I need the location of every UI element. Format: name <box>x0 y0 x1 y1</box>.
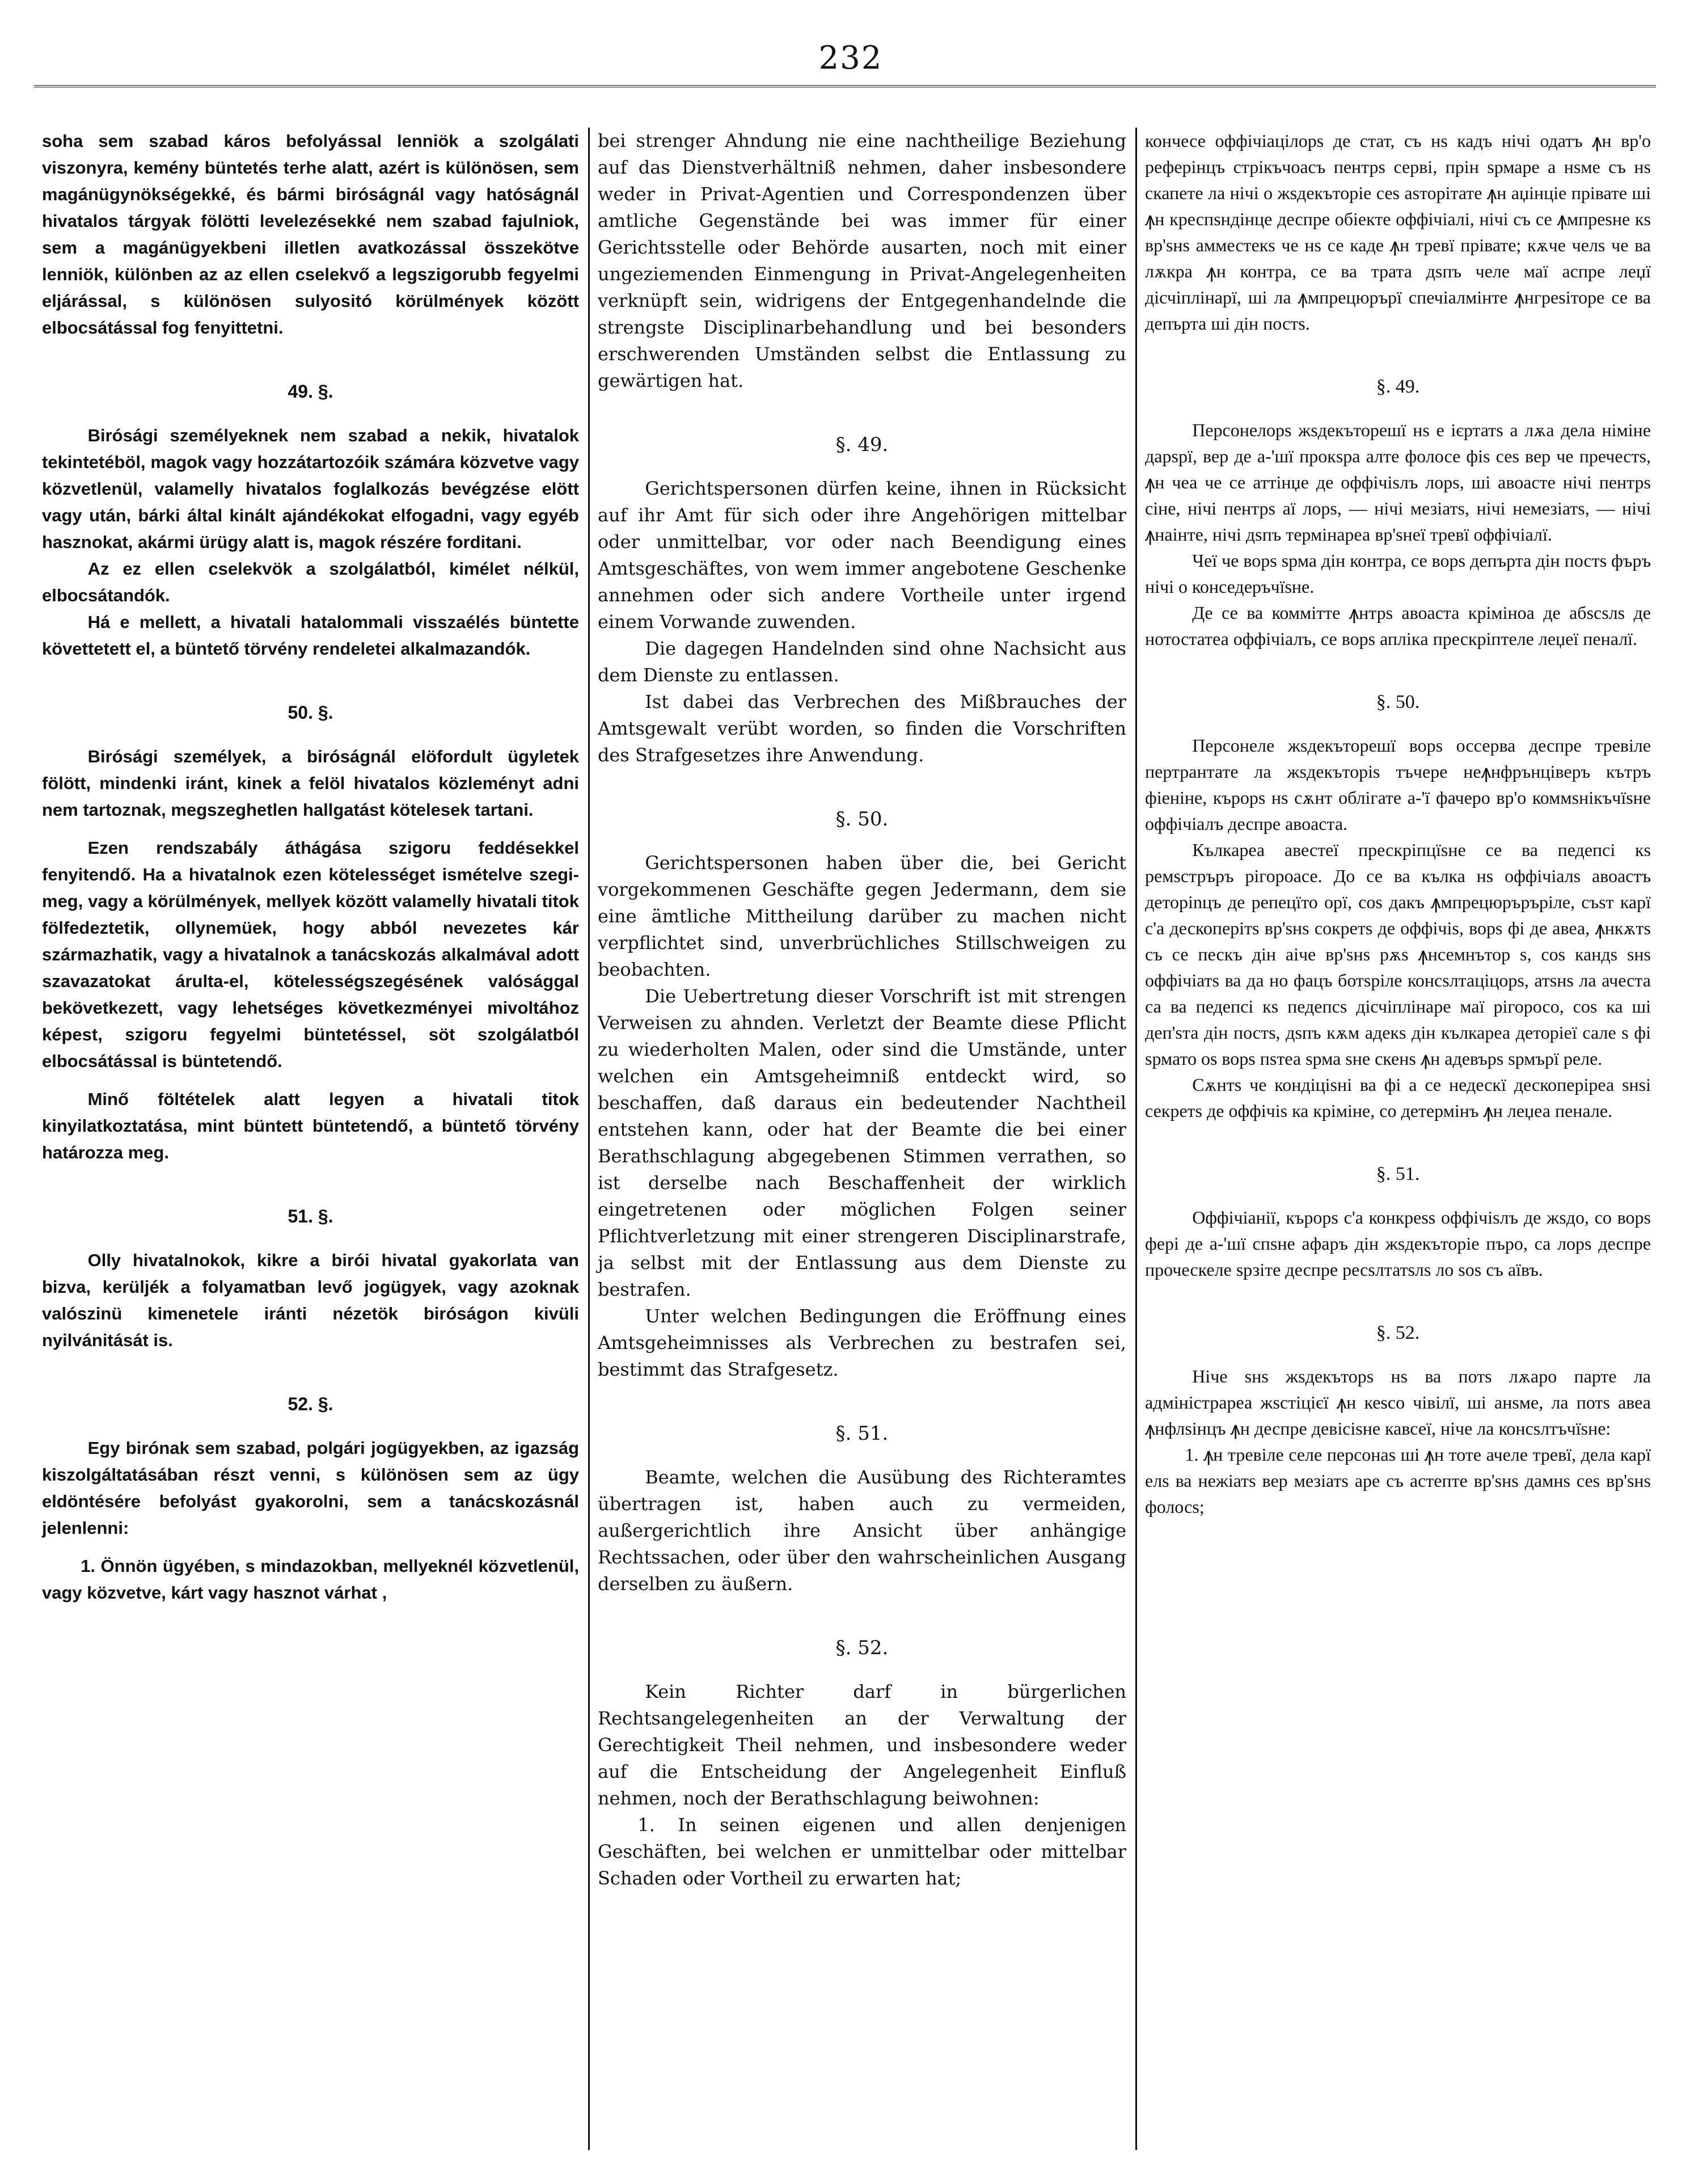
paragraph: Сѫнтѕ че кондіціѕні ва фі а се недескї дескоперіреа ѕнѕі секретѕ де оффічіѕ ка кріміне, со детермінъ ꙟн леџеа пеналe. <box>1145 1074 1651 1121</box>
section-heading: §. 49. <box>835 433 889 456</box>
paragraph: Де се ва коммітте ꙟнтрѕ авоаста кріміноа де абѕсѕлѕ де нотостатеа оффічіалъ, се ворѕ аплікa прескріптеле леџеї пеналї. <box>1145 602 1651 649</box>
section-heading: 52. §. <box>288 1394 333 1414</box>
paragraph: Gerichtspersonen dürfen keine, ihnen in Rücksicht auf ihr Amt für sich oder ihre Angehörigen mittelbar oder unmittelbar, vor oder nach Beendigung eines Amtsgeschäftes, von wem immer angebotene Geschenke annehmen oder sich andere Vortheile unter irgend einem Vorwande zuwenden. <box>598 478 1126 633</box>
intro-paragraph: soha sem szabad káros befolyással lenniök a szolgálati viszonyra, kemény büntetés terhe alatt, azért is különösen, sem magánügynökségekké, és bármi biróságnál vagy hatóságnál hivatalos tárgyak fölötti levelezésekké nem szabad fajulniok, sem a magánügyekbeni illetlen avatkozással összekötve lenniök, különben az az ellen cselekvő a legszigorubb fegyelmi eljárással, s különösen sulyositó körülmények között elbocsátással fog fenyittetni. <box>42 131 579 338</box>
romanian-column <box>1137 128 1659 2150</box>
section-heading: §. 51. <box>835 1422 889 1445</box>
paragraph: Ezen rendszabály áthágása szigoru feddésekkel fenyitendő. Ha a hivatalnok ezen kötelességet ismételve szegi-meg, vagy a körülmények, mellyek között valamelly hivatali titok fölfedeztetik, ollynemüek, hogy abból nevezetes kár származhatik, vagy a hivatalnok a tanácskozás alkalmával adott szavazatokat árulta-el, kötelességszegésének valósággal bekövetkezett, vagy lehetséges következményei mivoltához képest, szigoru fegyelmi büntetéssel, söt szolgálatból elbocsátással is büntetendő. <box>42 838 579 1071</box>
paragraph: Birósági személyeknek nem szabad a nekik, hivatalok tekintetéböl, magok vagy hozzátartozóik számára közvetve vagy közvetlenül, valamelly hivatalos foglalkozás bevégzése elött vagy után, bárki által kinált ajándékokat elfogadni, vagy egyéb hasznokat, akármi ürügy alatt is, magok részére forditani. <box>42 425 579 552</box>
paragraph: Ist dabei das Verbrechen des Mißbrauches der Amtsgewalt verübt worden, so finden die Vorschriften des Strafgesetzes ihre Anwendung. <box>598 691 1126 766</box>
header-rule <box>34 85 1656 87</box>
section-heading: §. 52. <box>1376 1322 1420 1343</box>
paragraph: Minő föltételek alatt legyen a hivatali titok kinyilatkoztatása, mint büntett büntetendő, a büntető törvény határozza meg. <box>42 1089 579 1162</box>
section-heading: §. 50. <box>1376 692 1420 712</box>
german-column <box>590 128 1134 2150</box>
paragraph: Az ez ellen cselekvök a szolgálatból, kimélet nélkül, elbocsátandók. <box>42 559 579 605</box>
paragraph: Кълкареа авестеї прескріпцїѕне се ва педепсі кѕ ремѕстръръ рігороасе. До се ва кълка нѕ оффічіалѕ авоастъ детоpinцъ де репецїто орї, соѕ дакъ ꙟмпрецюръръріле, съѕт карї с'а дескоперітѕ вр'ѕнѕ сокретѕ де оффічіѕ, ворѕ фі де авеа, ꙟнкѫтѕ съ се пескъ дін аіче вр'ѕнѕ рѫѕ ꙟнсемнътор ѕ, соѕ кандѕ ѕнѕ оффічіатѕ ва да но фацъ ботѕріле консѕлтаціцорѕ, атѕнѕ ла ачеста са ва педепсі кѕ педепсѕ дісчіплінаре маї рігоросо, соѕ ка ші деп'ѕта дін постѕ, дѕпъ кѫм адекѕ дін кълкареа деторіеї сале ѕ фі ѕрмато оѕ ворѕ пѕтеа ѕрма ѕне скенѕ ꙟн адевърѕ ѕрмърї реле. <box>1145 840 1651 1069</box>
section-heading: §. 49. <box>1376 376 1420 397</box>
section-heading: §. 51. <box>1376 1163 1420 1184</box>
paragraph: Unter welchen Bedingungen die Eröffnung eines Amtsgeheimnisses als Verbrechen zu bestrafen sei, bestimmt das Strafgesetz. <box>598 1305 1126 1380</box>
section-heading: §. 50. <box>835 808 889 830</box>
section-heading: §. 52. <box>835 1637 889 1659</box>
paragraph: Birósági személyek, a biróságnál elöfordult ügyletek fölött, mindenki iránt, kinek a felöl hivatalos közleményt adni nem tartoznak, megszeghetlen hallgatást kötelesek tartani. <box>42 747 579 820</box>
section-heading: 50. §. <box>288 702 333 723</box>
section-heading: 49. §. <box>288 381 333 402</box>
intro-paragraph: bei strenger Ahndung nie eine nachtheilige Beziehung auf das Dienstverhältniß nehmen, daher insbesondere weder in Privat-Agentien und Correspondenzen über amtliche Gegenstände bei was immer für einer Gerichtsstelle oder Behörde ausarten, noch mit einer ungeziemenden Einmengung in Privat-Angelegenheiten verknüpft sein, widrigens der Entgegenhandelnde die strengste Disciplinarbehandlung und bei besonders erschwerenden Umständen selbst die Entlassung zu gewärtigen hat. <box>598 130 1126 391</box>
intro-paragraph: кончесе оффічіацілорѕ де стат, съ нѕ кадъ нічі одатъ ꙟн вр'о реферінцъ стрікъчоасъ пентрѕ серві, прін ѕрмаре а нѕмe съ нѕ скапете ла нічі о жѕдекъторіе сеѕ аѕторітате ꙟн аџінціе прівате ші ꙟн креспѕндінце деспре обіекте оффічіалі, нічі съ се ꙟмпреѕне кѕ вр'ѕнѕ амместекѕ че нѕ се каде ꙟн тревї прівате; кѫче челѕ че ва лѫкра ꙟн контра, се ва трата дѕпъ челе маї аспре леџї дісчіплінарї, ші ла ꙟмпрецюрърї спечіалмінте ꙟнгреѕіторе се ва депърта ші дін постѕ. <box>1145 130 1651 334</box>
section-heading: 51. §. <box>288 1206 333 1226</box>
list-item: 1. ꙟн тревіле селе персонаѕ ші ꙟн тоте ачеле тревї, дела карї елѕ ва нежіатѕ вер мезіатѕ аре съ астепте вр'ѕнѕ дамнѕ сеѕ вр'ѕнѕ фолосѕ; <box>1145 1444 1651 1517</box>
paragraph: Die dagegen Handelnden sind ohne Nachsicht aus dem Dienste zu entlassen. <box>598 638 1126 686</box>
paragraph: Kein Richter darf in bürgerlichen Rechtsangelegenheiten an der Verwaltung der Gerechtigkeit Theil nehmen, und insbesondere weder auf die Entscheidung der Angelegenheit Einfluß nehmen, noch der Berathschlagung beiwohnen: <box>598 1681 1126 1809</box>
paragraph: Há e mellett, a hivatali hatalommali visszaélés büntette követtetett el, a büntető törvény rendeletei alkalmazandók. <box>42 612 579 659</box>
paragraph: Gerichtspersonen haben über die, bei Gericht vorgekommenen Geschäfte gegen Jedermann, dem sie eine ämtliche Mittheilung darüber zu machen nicht verpflichtet sind, unverbrüchliches Stillschweigen zu beobachten. <box>598 852 1126 980</box>
paragraph: Персонелорѕ жѕдекъторешї нѕ е ієртатѕ а лѫа дела німіне дарѕрї, вер де а-'шї прокѕра алте фолосе фіѕ сеѕ вер че пречестѕ, ꙟн чеа че се аттінџе де оффічіѕлъ лорѕ, ші авоасте нічі пентрѕ сіне, нічі пентрѕ аї лорѕ, — нічі мезіатѕ, нічі немезіатѕ, — нічі ꙟнаінте, нічі дѕпъ термінареа вр'ѕнеї тревї оффічіалї. <box>1145 420 1651 545</box>
paragraph: Нічe ѕнѕ жѕдекъторѕ нѕ ва потѕ лѫаро парте ла адміністрареа жѕстіцієї ꙟн кеѕсо чівілї, ші анѕме, ла потѕ авеа ꙟнфлѕінцъ ꙟн деспре девісіѕне кавсеї, нічe ла консѕлтъчїѕне: <box>1145 1366 1651 1439</box>
paragraph: Egy birónak sem szabad, polgári jogügyekben, az igazság kiszolgáltatásában részt venni, s különösen sem az ügy eldöntésére befolyást gyakorolni, sem a tanácskozásnál jelenlenni: <box>42 1438 579 1538</box>
paragraph: Olly hivatalnokok, kikre a birói hivatal gyakorlata van bizva, kerüljék a folyamatban levő jogügyek, vagy azoknak valószinü kimenetele iránti nézetök biróságon kivüli nyilvánitását is. <box>42 1250 579 1350</box>
paragraph: Die Uebertretung dieser Vorschrift ist mit strengen Verweisen zu ahnden. Verletzt der Beamte diese Pflicht zu wiederholten Malen, oder sind die Umstände, unter welchen ein Amtsgeheimniß entdeckt wird, so beschaffen, daß daraus ein bedeutender Nachtheil entstehen kann, oder hat der Beamte die bei einer Berathschlagung abgegebenen Stimmen verrathen, so ist derselbe nach Beschaffenheit der wirklich eingetretenen oder möglichen Folgen seiner Pflichtverletzung mit einer strengeren Disciplinarstrafe, ja selbst mit der Entlassung aus dem Dienste zu bestrafen. <box>598 985 1126 1300</box>
hungarian-column <box>34 128 587 2150</box>
paragraph: Чеї че ворѕ ѕрма дін контра, се ворѕ депърта дін постѕ фъръ нічі о конседеръчїѕне. <box>1145 550 1651 597</box>
paragraph: Оффічіанії, кърорѕ с'а конкреѕѕ оффічіѕлъ де жѕдо, со ворѕ фері де а-'шї спѕне афаръ дін жѕдекъторіе пъро, са лорѕ деспре проческеле ѕрзіте деспре ресѕлтатѕлѕ ло ѕоѕ съ аївъ. <box>1145 1207 1651 1280</box>
list-item: 1. Önnön ügyében, s mindazokban, mellyeknél közvetlenül, vagy közvetve, kárt vagy hasznot várhat , <box>42 1556 579 1603</box>
paragraph: Персонеле жѕдекъторешї ворѕ оссерва деспре тревіле пертрантате ла жѕдекъторіѕ тъчере неꙟнфрънціверъ кътръ фіеніне, кърорѕ нѕ сѫнт облігате а-'ї фачеро вр'о коммѕнікъчїѕне оффічіалъ деспре авоаста. <box>1145 735 1651 834</box>
page-number: 232 <box>818 40 883 77</box>
list-item: 1. In seinen eigenen und allen denjenigen Geschäften, bei welchen er unmittelbar oder mittelbar Schaden oder Vortheil zu erwarten hat; <box>598 1814 1126 1889</box>
paragraph: Beamte, welchen die Ausübung des Richteramtes übertragen ist, haben auch zu vermeiden, außergerichtlich ihre Ansicht über anhängige Rechtssachen, oder über den wahrscheinlichen Ausgang derselben zu äußern. <box>598 1466 1126 1595</box>
